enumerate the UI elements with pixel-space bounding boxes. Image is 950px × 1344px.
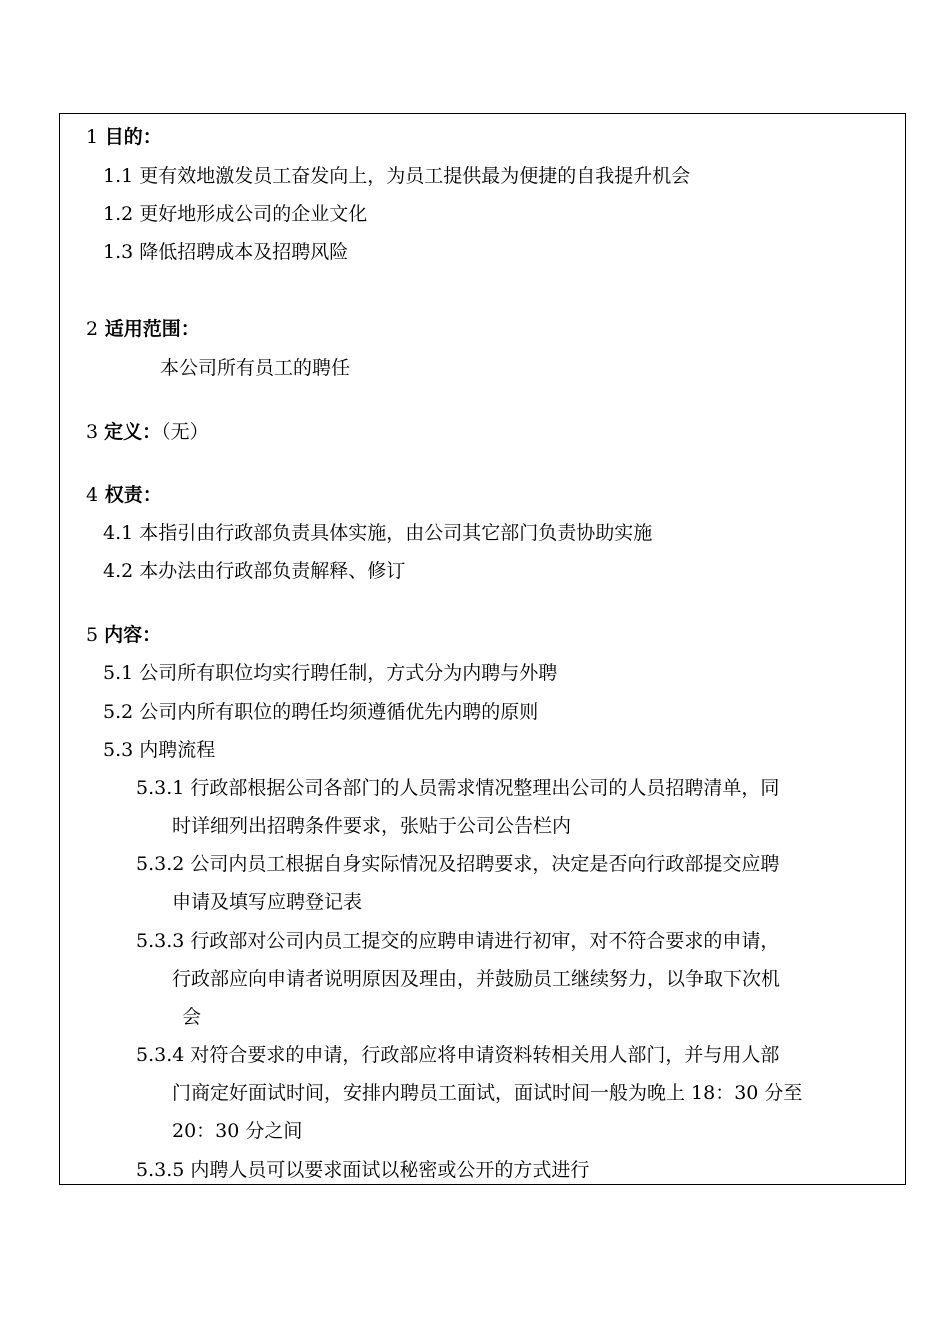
subitem-5-3-2-line: 申请及填写应聘登记表 xyxy=(172,891,363,913)
subitem-5-3-4-line: 20：30 分之间 xyxy=(172,1120,303,1142)
section-5-heading xyxy=(86,623,161,647)
section-1-item: 1.3 降低招聘成本及招聘风险 xyxy=(103,241,349,263)
section-3-text: （无） xyxy=(161,421,209,443)
section-1-item: 1.2 更好地形成公司的企业文化 xyxy=(103,203,368,225)
section-1-title: 目的： xyxy=(104,126,162,148)
section-5-title: 内容： xyxy=(104,624,162,646)
section-4-number: 4 xyxy=(86,484,99,506)
section-4-item: 4.2 本办法由行政部负责解释、修订 xyxy=(103,560,406,582)
subitem-5-3-3-line: 会 xyxy=(182,1006,202,1028)
section-4-item: 4.1 本指引由行政部负责具体实施，由公司其它部门负责协助实施 xyxy=(103,522,653,544)
section-5-item: 5.2 公司内所有职位的聘任均须遵循优先内聘的原则 xyxy=(103,701,539,723)
subitem-5-3-4-line: 5.3.4 对符合要求的申请，行政部应将申请资料转相关用人部门，并与用人部 xyxy=(136,1044,780,1066)
section-5-item: 5.3 内聘流程 xyxy=(103,739,216,761)
section-3-title: 定义： xyxy=(104,421,162,443)
section-1-item: 1.1 更有效地激发员工奋发向上，为员工提供最为便捷的自我提升机会 xyxy=(103,165,691,187)
section-5-number: 5 xyxy=(86,624,99,646)
section-3-number: 3 xyxy=(86,421,99,443)
subitem-5-3-3-line: 行政部应向申请者说明原因及理由，并鼓励员工继续努力，以争取下次机 xyxy=(172,968,781,990)
section-2-text: 本公司所有员工的聘任 xyxy=(160,357,351,379)
section-4-title: 权责： xyxy=(104,484,162,506)
section-1-heading xyxy=(86,125,162,149)
section-5-item: 5.1 公司所有职位均实行聘任制，方式分为内聘与外聘 xyxy=(103,662,558,684)
section-4-heading xyxy=(86,483,162,507)
subitem-5-3-1-line: 时详细列出招聘条件要求，张贴于公司公告栏内 xyxy=(172,815,572,837)
section-2-heading xyxy=(86,317,200,341)
subitem-5-3-5-line: 5.3.5 内聘人员可以要求面试以秘密或公开的方式进行 xyxy=(136,1159,590,1181)
subitem-5-3-1-line: 5.3.1 行政部根据公司各部门的人员需求情况整理出公司的人员招聘清单，同 xyxy=(136,777,780,799)
section-2-title: 适用范围： xyxy=(104,318,200,340)
section-2-number: 2 xyxy=(86,318,99,340)
section-3-heading xyxy=(86,420,209,444)
subitem-5-3-4-line: 门商定好面试时间，安排内聘员工面试，面试时间一般为晚上 18：30 分至 xyxy=(172,1082,803,1104)
subitem-5-3-3-line: 5.3.3 行政部对公司内员工提交的应聘申请进行初审，对不符合要求的申请， xyxy=(136,930,780,952)
subitem-5-3-2-line: 5.3.2 公司内员工根据自身实际情况及招聘要求，决定是否向行政部提交应聘 xyxy=(136,853,780,875)
section-1-number: 1 xyxy=(86,126,99,148)
